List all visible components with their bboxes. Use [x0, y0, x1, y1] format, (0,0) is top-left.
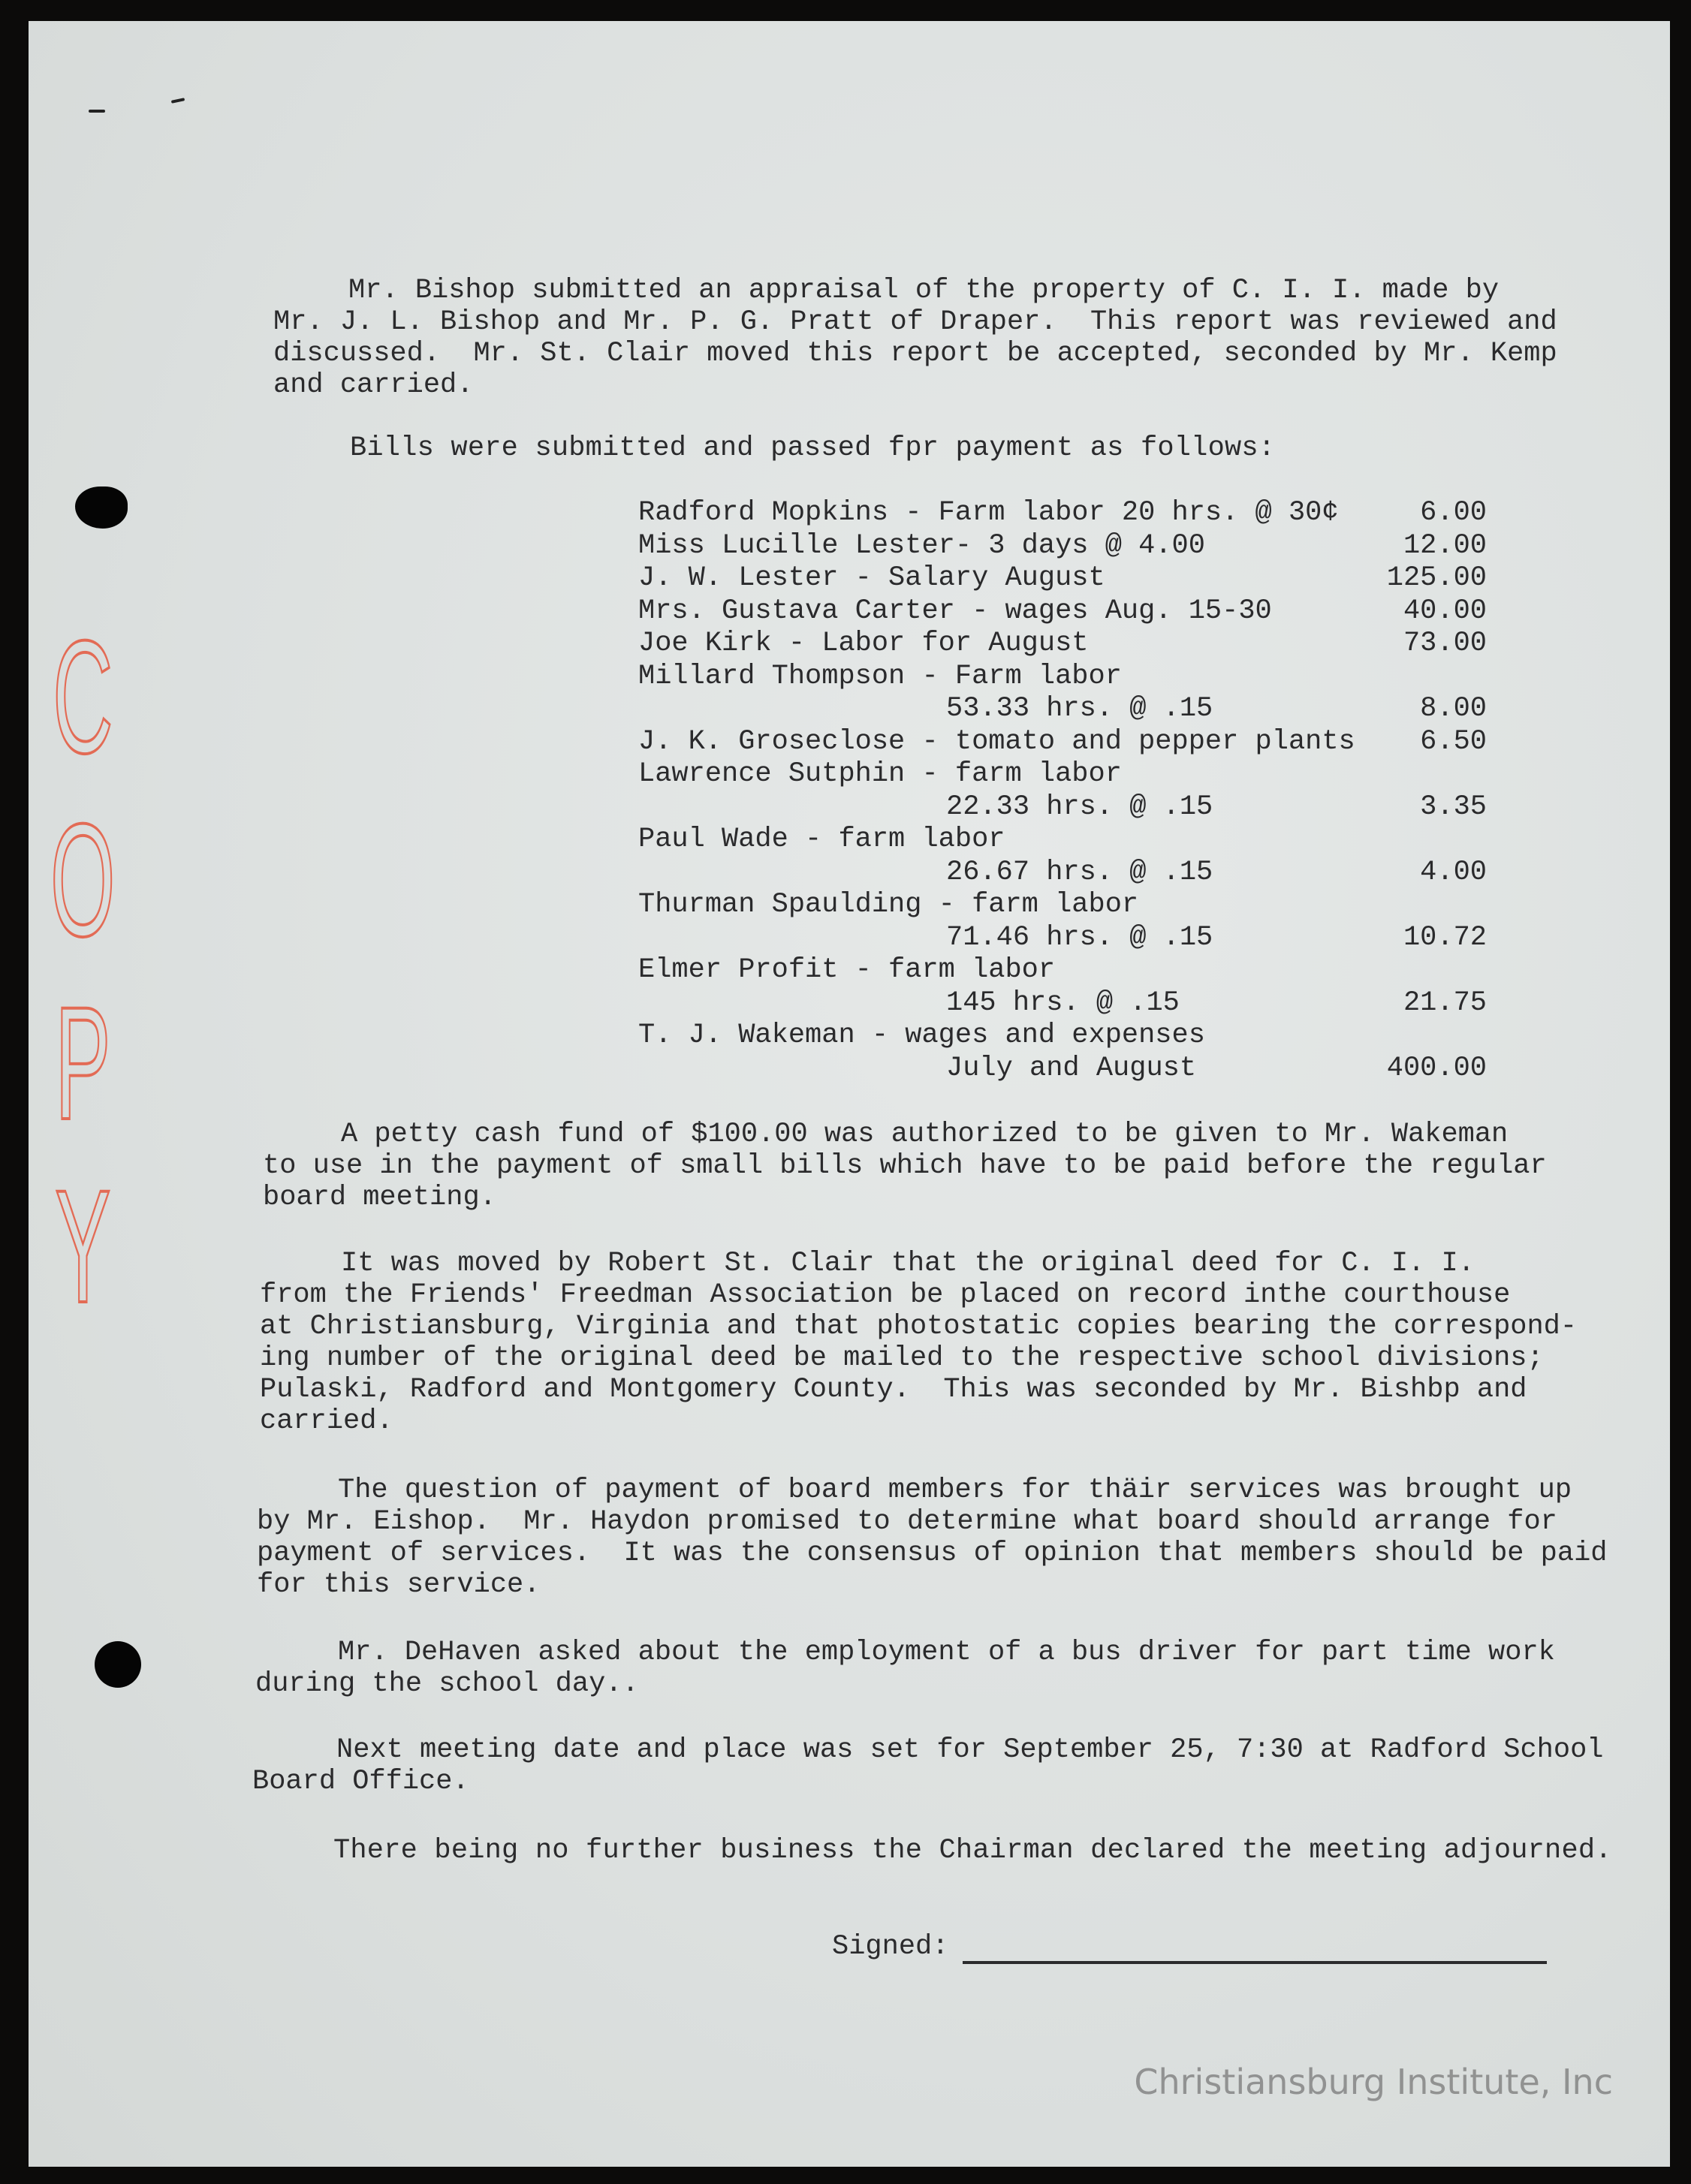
- bill-row: [638, 824, 1487, 857]
- bill-row: [638, 693, 1487, 726]
- bill-row: [638, 758, 1487, 791]
- text-line: Mr. Bishop submitted an appraisal of the property of C. I. I. made by: [348, 275, 1500, 306]
- bills-intro: Bills were submitted and passed fpr payment as follows:: [350, 432, 1276, 464]
- text-line: during the school day..: [255, 1668, 639, 1700]
- bill-row: [638, 726, 1487, 759]
- text-line: Board Office.: [252, 1766, 469, 1797]
- text-line: board meeting.: [263, 1182, 496, 1213]
- bill-description: J. K. Groseclose - tomato and pepper plants: [638, 725, 1355, 758]
- text-line: at Christiansburg, Virginia and that photostatic copies bearing the correspond-: [260, 1311, 1578, 1342]
- stamp-letter: Y: [54, 1157, 111, 1336]
- bill-description: Joe Kirk - Labor for August: [638, 628, 1089, 659]
- bill-amount: 12.00: [1403, 529, 1487, 562]
- text-line: Pulaski, Radford and Montgomery County. This was seconded by Mr. Bishbp and: [260, 1374, 1527, 1405]
- bill-amount: 8.00: [1420, 693, 1487, 724]
- bill-row: [638, 628, 1487, 661]
- bill-description: 22.33 hrs. @ .15: [946, 791, 1213, 823]
- bill-description: 53.33 hrs. @ .15: [946, 693, 1213, 724]
- watermark: Christiansburg Institute, Inc: [1134, 2062, 1613, 2102]
- paragraph-appraisal: [273, 275, 1557, 401]
- stamp-letter: O: [50, 791, 116, 970]
- bill-description: Lawrence Sutphin - farm labor: [638, 758, 1122, 790]
- bill-amount: 400.00: [1386, 1052, 1487, 1084]
- bill-amount: 6.50: [1420, 725, 1487, 758]
- bill-description: Radford Mopkins - Farm labor 20 hrs. @ 30¢: [638, 497, 1339, 529]
- text-line: carried.: [260, 1405, 393, 1437]
- bills-list: [638, 497, 1487, 1085]
- bill-row: [638, 922, 1487, 955]
- text-line: and carried.: [273, 369, 474, 401]
- copy-stamp: [47, 607, 119, 1336]
- paragraph-bus-driver: [255, 1637, 1555, 1700]
- text-line: payment of services. It was the consensus of opinion that members should be paid: [257, 1538, 1608, 1569]
- text-line: discussed. Mr. St. Clair moved this report be accepted, seconded by Mr. Kemp: [273, 338, 1557, 369]
- bill-amount: 6.00: [1420, 497, 1487, 529]
- bill-description: 26.67 hrs. @ .15: [946, 856, 1213, 888]
- bill-amount: 125.00: [1386, 562, 1487, 594]
- punch-hole: [95, 1641, 141, 1688]
- signed-label: Signed:: [832, 1931, 949, 1963]
- bill-row: [638, 530, 1487, 563]
- text-line: A petty cash fund of $100.00 was authorized to be given to Mr. Wakeman: [341, 1119, 1509, 1150]
- bill-row: [638, 791, 1487, 824]
- text-line: for this service.: [257, 1569, 541, 1601]
- paragraph-next-meeting: [252, 1734, 1604, 1797]
- bill-description: Elmer Profit - farm labor: [638, 954, 1056, 986]
- bill-description: July and August: [946, 1052, 1197, 1084]
- bill-row: [638, 954, 1487, 987]
- bill-row: [638, 889, 1487, 922]
- text-line: by Mr. Eishop. Mr. Haydon promised to determine what board should arrange for: [257, 1506, 1557, 1538]
- paragraph-board-payment: [257, 1475, 1608, 1601]
- bill-description: Mrs. Gustava Carter - wages Aug. 15-30: [638, 595, 1272, 627]
- bill-amount: 10.72: [1403, 921, 1487, 953]
- text-line: The question of payment of board members for thäir services was brought up: [338, 1475, 1572, 1506]
- bill-amount: 3.35: [1420, 791, 1487, 823]
- bill-description: 71.46 hrs. @ .15: [946, 921, 1213, 953]
- bill-description: Miss Lucille Lester- 3 days @ 4.00: [638, 529, 1205, 562]
- bill-description: T. J. Wakeman - wages and expenses: [638, 1020, 1205, 1051]
- paragraph-adjourn: There being no further business the Chairman declared the meeting adjourned.: [333, 1835, 1612, 1866]
- bill-row: [638, 595, 1487, 628]
- bill-description: J. W. Lester - Salary August: [638, 562, 1105, 594]
- stamp-letter: P: [54, 974, 111, 1153]
- bill-description: 145 hrs. @ .15: [946, 987, 1180, 1019]
- text-line: Next meeting date and place was set for September 25, 7:30 at Radford School: [336, 1734, 1604, 1766]
- signature-line: [963, 1961, 1547, 1964]
- text-line: Mr. J. L. Bishop and Mr. P. G. Pratt of Draper. This report was reviewed and: [273, 306, 1557, 338]
- bill-row: [638, 987, 1487, 1020]
- paragraph-petty-cash: [263, 1119, 1547, 1213]
- stamp-letter: C: [52, 607, 113, 787]
- bill-row: [638, 562, 1487, 595]
- bill-description: Millard Thompson - Farm labor: [638, 660, 1122, 692]
- bill-amount: 21.75: [1403, 987, 1487, 1019]
- text-line: ing number of the original deed be mailed to the respective school divisions;: [260, 1342, 1544, 1374]
- bill-description: Thurman Spaulding - farm labor: [638, 889, 1139, 920]
- punch-hole: [75, 487, 128, 529]
- text-line: Mr. DeHaven asked about the employment of a bus driver for part time work: [338, 1637, 1555, 1668]
- bill-amount: 4.00: [1420, 856, 1487, 888]
- bill-row: [638, 857, 1487, 890]
- text-line: It was moved by Robert St. Clair that the original deed for C. I. I.: [341, 1248, 1475, 1279]
- bill-amount: 73.00: [1403, 628, 1487, 659]
- bill-amount: 40.00: [1403, 595, 1487, 627]
- paragraph-deed: [260, 1248, 1577, 1437]
- bill-row: [638, 661, 1487, 694]
- bill-row: [638, 497, 1487, 530]
- text-line: to use in the payment of small bills which have to be paid before the regular: [263, 1150, 1547, 1182]
- bill-row: [638, 1020, 1487, 1053]
- ink-speck: [89, 110, 105, 113]
- text-line: from the Friends' Freedman Association be placed on record inthe courthouse: [260, 1279, 1511, 1311]
- bill-row: [638, 1053, 1487, 1086]
- bill-description: Paul Wade - farm labor: [638, 824, 1005, 855]
